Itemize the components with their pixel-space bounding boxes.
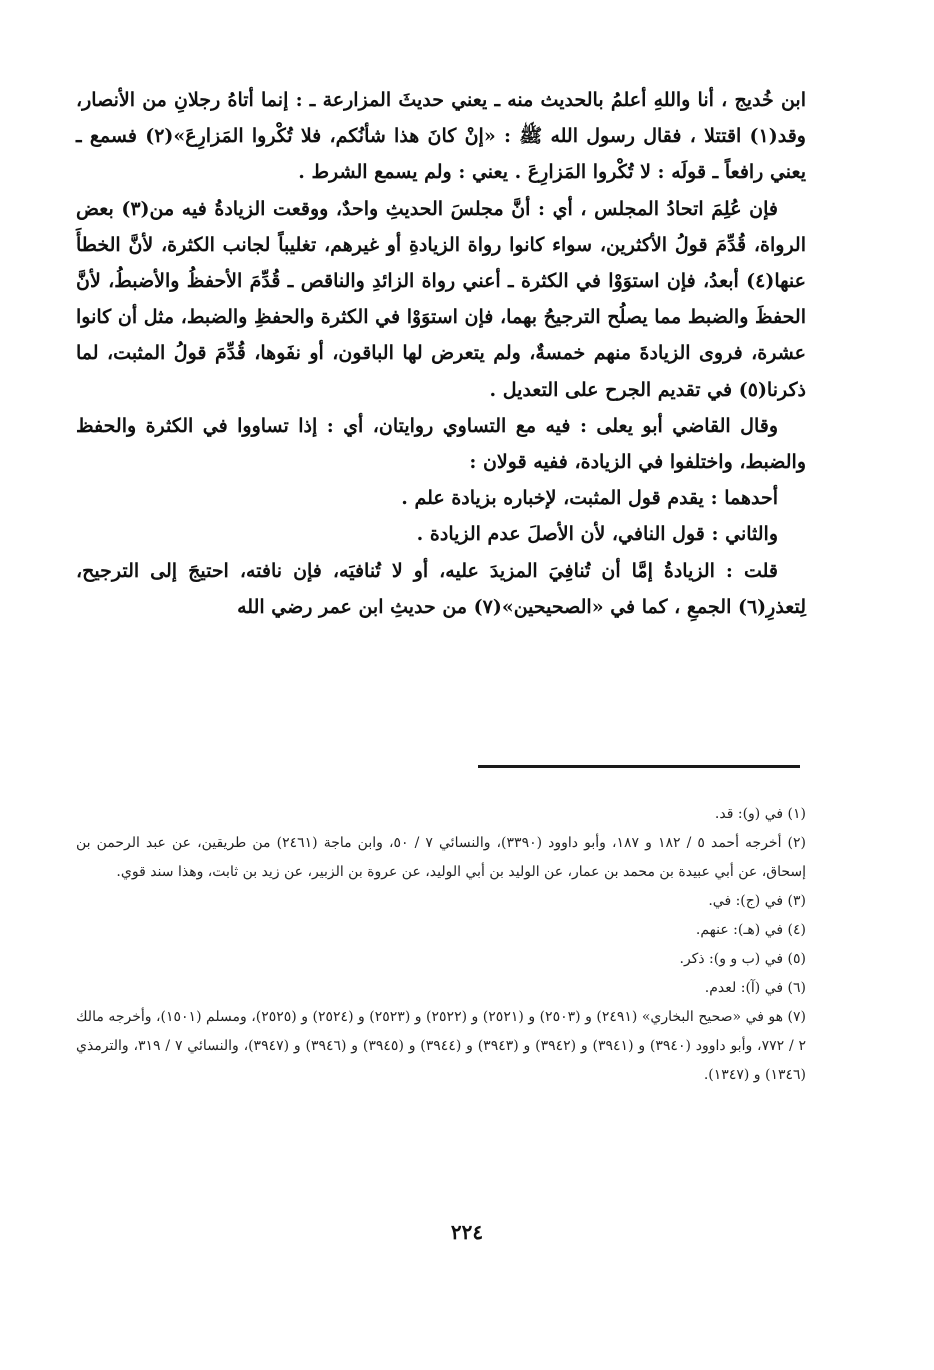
page-number: ٢٢٤ xyxy=(450,1220,484,1244)
paragraph-4: أحدهما : يقدم قول المثبت، لإخباره بزيادة علم . xyxy=(401,487,778,510)
footnote-6: (٦) في (آ): لعدم. xyxy=(704,980,806,996)
footnote-7: (٧) هو في «صحيح البخاري» (٢٤٩١) و (٢٥٠٣) و (٢٥٢١) و (٢٥٢٢) و (٢٥٢٣) و (٢٥٢٤) و (٢٥٢٥)، ومسلم (١٥٠١)، وأخرجه مالك ٢ / ٧٧٢، وأبو داوود (٣٩٤٠) و (٣٩٤١) و (٣٩٤٢) و (٣٩٤٣) و (٣٩٤٤) و (٣٩٤٥) و (٣٩٤٦) و (٣٩٤٧)، والنسائي ٧ / ٣١٩، والترمذي (١٣٤٦) و (١٣٤٧). xyxy=(76,1009,807,1083)
footnote-5: (٥) في (ب و و): ذكر. xyxy=(679,951,806,967)
paragraph-6: قلت : الزيادةُ إمَّا أن تُنافِيَ المزيدَ عليه، أو لا تُنافيَه، فإن نافته، احتيجَ إلى الترجيح، لِتعذرِ(٦) الجمعِ ، كما في «الصحيحين»(٧) من حديثِ ابن عمر رضي الله xyxy=(76,559,806,618)
footnote-separator xyxy=(478,765,800,768)
footnote-2: (٢) أخرجه أحمد ٥ / ١٨٢ و ١٨٧، وأبو داوود (٣٣٩٠)، والنسائي ٧ / ٥٠، وابن ماجة (٢٤٦١) من طريقين، عن عبد الرحمن بن إسحاق، عن أبي عبيدة بن محمد بن عمار، عن الوليد بن أبي الوليد، عن عروة بن الزبير، عن زيد بن ثابت، وهذا سند قوي. xyxy=(76,835,806,880)
main-text xyxy=(76,82,806,625)
paragraph-1: ابن خُديج ، أنا واللهِ أعلمُ بالحديث منه ـ يعني حديثَ المزارعة ـ : إنما أتاهُ رجلانِ من الأنصار، وقد(١) اقتتلا ، فقال رسول الله ﷺ : «إنْ كانَ هذا شأنُكم، فلا تُكْروا المَزارِعَ»(٢) فسمع ـ يعني رافعاً ـ قولَه : لا تُكْروا المَزارِعَ . يعني : ولم يسمع الشرط . xyxy=(76,89,806,184)
footnotes xyxy=(76,800,806,1090)
footnote-3: (٣) في (ج): في. xyxy=(708,893,806,909)
paragraph-2: فإن عُلِمَ اتحادُ المجلس ، أي : أنَّ مجلسَ الحديثِ واحدٌ، ووقعت الزيادةُ فيه من(٣) بعض الرواة، قُدِّمَ قولُ الأكثرين، سواء كانوا رواة الزيادةِ أو غيرهم، تغليباً لجانب الكثرة، لأنَّ الخطأَ عنها(٤) أبعدُ، فإن استوَوْا في الكثرة ـ أعني رواة الزائدِ والناقص ـ قُدِّمَ الأحفظُ والأضبطُ، لأنَّ الحفظَ والضبط مما يصلُح الترجيحُ بهما، فإن استوَوْا في الكثرة والحفظِ والضبط، مثل أن كانوا عشرة، فروى الزيادةَ منهم خمسةٌ، ولم يتعرض لها الباقون، أو نفَوها، قُدِّمَ قولُ المثبت، لما ذكرنا(٥) في تقديم الجرح على التعديل . xyxy=(76,197,806,401)
footnote-4: (٤) في (هـ): عنهم. xyxy=(695,922,806,938)
paragraph-3: وقال القاضي أبو يعلى : فيه مع التساوي روايتان، أي : إذا تساووا في الكثرة والحفظ والضبط، واختلفوا في الزيادة، ففيه قولان : xyxy=(76,414,806,474)
paragraph-5: والثاني : قول النافي، لأن الأصلَ عدم الزيادة . xyxy=(416,523,778,546)
footnote-1: (١) في (و): قد. xyxy=(714,806,806,822)
